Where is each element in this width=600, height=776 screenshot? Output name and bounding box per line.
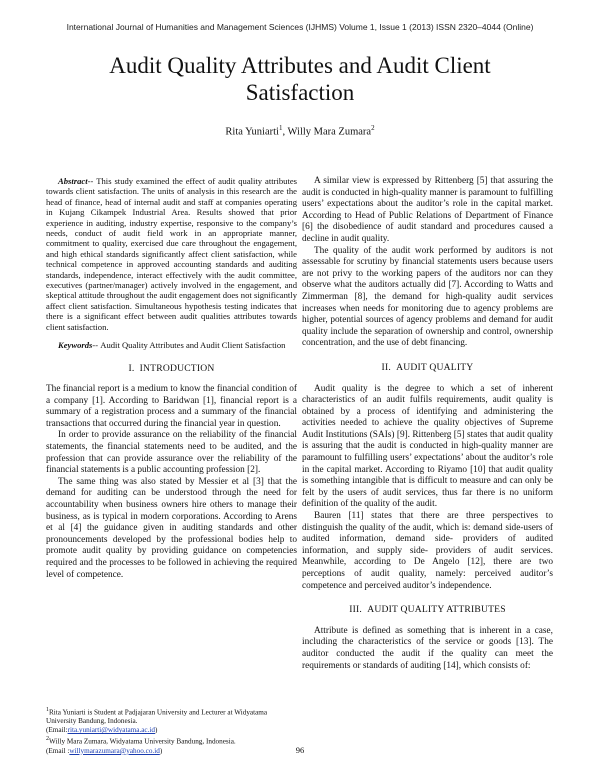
footnote-2-email-label: (Email : (46, 746, 70, 755)
section-heading-audit-quality-attributes: III. AUDIT QUALITY ATTRIBUTES (349, 604, 506, 616)
attributes-paragraph-1: Attribute is defined as something that is inherent in a case, including the characteristics of the service or goods [13]. The auditor conducted the audit if the quality can meet the requirements or standards of auditing [14], which consists of: (302, 625, 553, 671)
abstract-dash: -- (87, 176, 97, 186)
footnote-1-text: Rita Yuniarti is Student at Padjajaran University and Lecturer at Widyatama University Bandung, Indonesia. (46, 708, 268, 726)
intro-paragraph-4: A similar view is expressed by Rittenberg [5] that assuring the audit is conducted in high-quality manner is paramount to fulfilling users’ expectations about the auditor’s role in the capital market. According to Head of Public Relations of Department of Finance [6] the disobedience of audit standard and procedures caused a decline in audit quality. (302, 176, 553, 244)
paper-title: Audit Quality Attributes and Audit Client Satisfaction (109, 53, 491, 105)
right-column (302, 176, 553, 672)
footnote-2-email-link[interactable]: willymarazumara@yahoo.co.id (69, 746, 160, 755)
keywords (46, 340, 297, 350)
footnote-1 (46, 706, 297, 726)
author-2-affiliation-mark: 2 (371, 124, 375, 132)
author-line (0, 124, 600, 138)
footnote-1-email-link[interactable]: rita.yuniarti@widyatama.ac.id (67, 726, 156, 735)
audit-quality-paragraph-1: Audit quality is the degree to which a set of inherent characteristics of an audit fulfils requirements, audit quality is obtained by a process of identifying and administering the activities needed to achieve the quality objectives of Supreme Audit Institutions (SAIs) [9]. Rittenberg [5] states that audit quality is assuring that the audit is conducted in high-quality manner are paramount to fulfilling users’ expectations’ about the auditor’s role in the capital market. According to Riyamo [10] that audit quality is something intangible that is difficult to measure and can only be felt by the users of audit services, thus far there is no uniform definition of the quality of the audit. (302, 383, 553, 510)
footnote-1-close: ) (155, 726, 158, 735)
footnote-1-email-line (46, 726, 297, 735)
footnote-2-close: ) (159, 746, 163, 755)
section-heading-audit-quality: II. AUDIT QUALITY (381, 361, 474, 373)
keywords-dash: -- (92, 340, 101, 351)
author-1: Rita Yuniarti (225, 126, 279, 138)
journal-header: International Journal of Humanities and Management Sciences (IJHMS) Volume 1, Issue 1 (2013) ISSN 2320–4044 (Online) (66, 22, 534, 32)
section-heading-introduction: I. INTRODUCTION (128, 362, 215, 374)
author-1-affiliation-mark: 1 (278, 124, 283, 132)
footnote-2-text: Willy Mara Zumara, Widyatama University Bandung, Indonesia. (49, 737, 236, 746)
author-2: Willy Mara Zumara (287, 126, 372, 138)
audit-quality-paragraph-2: Bauren [11] states that there are three perspectives to distinguish the quality of the audit, which is: demand side-users of audited information, demand side- providers of audited information, and supply side- providers of audit services. Meanwhile, according to De Angelo [12], there are two perceptions of audit quality, namely: perceived auditor’s competence and perceived auditor’s independence. (302, 511, 553, 591)
footnote-1-email-label: (Email: (46, 726, 68, 735)
footnote-2-mark: 2 (46, 736, 49, 743)
intro-paragraph-5: The quality of the audit work performed by auditors is not assessable for scrutiny by financial statements users because users are not privy to the working papers of the auditors nor can they observe what the auditors actually did [7]. According to Watts and Zimmerman [8], the demand for high-quality audit services increases when needs for monitoring due to agency problems are higher, potential sources of agency problems and demand for audit quality include the separation of ownership and control, ownership concentration, and the use of debt financing. (302, 245, 553, 349)
left-column (46, 176, 297, 581)
abstract-label: Abstract (58, 176, 88, 186)
keywords-label: Keywords (58, 340, 93, 351)
intro-paragraph-3: The same thing was also stated by Messier et al [3] that the demand for auditing can be understood through the need for accountability when business owners hire others to manage their business, as is typical in modern corporations. According to Arens et al [4] the guidance given in auditing standards and other pronouncements developed by the professional bodies help to promote audit quality by providing guidance on competencies required and the processes to be followed in achieving the required level of competence. (46, 476, 297, 580)
abstract-text: This study examined the effect of audit quality attributes towards client satisfaction. The units of analysis in this research are the head of finance, head of internal audit and staff at companies operating in Kujang Cikampek Industrial Area. Results showed that prior experience in auditing, industry expertise, responsive to the company’s needs, conduct of audit field work in an appropriate manner, commitment to quality, exercised due care throughout the engagement, and high ethical standards significantly affect client satisfaction, while technical competence in approved accounting standards and auditing standards, independence, interact effectively with the audit committee, executives (partner/manager) actively involved in the engagement, and skeptical attitude throughout the audit engagement does not significantly affect client satisfaction. Simultaneous hypothesis testing indicates that there is a significant effect between audit qualities attributes towards client satisfaction. (46, 176, 297, 332)
footnote-1-mark: 1 (46, 707, 49, 713)
keywords-text: Audit Quality Attributes and Audit Client Satisfaction (100, 340, 286, 351)
abstract (46, 176, 297, 332)
page-number: 96 (295, 745, 305, 755)
intro-paragraph-1: The financial report is a medium to know the financial condition of a company [1]. According to Baridwan [1], financial report is a summary of a registration process and a summary of the financial transactions that occurred during the financial year in question. (46, 384, 297, 429)
author-separator: , (282, 126, 288, 138)
intro-paragraph-2: In order to provide assurance on the reliability of the financial statements, the financial statements need to be audited, and the profession that can provide assurance over the reliability of the financial statements is a public accounting profession [2]. (46, 430, 297, 476)
